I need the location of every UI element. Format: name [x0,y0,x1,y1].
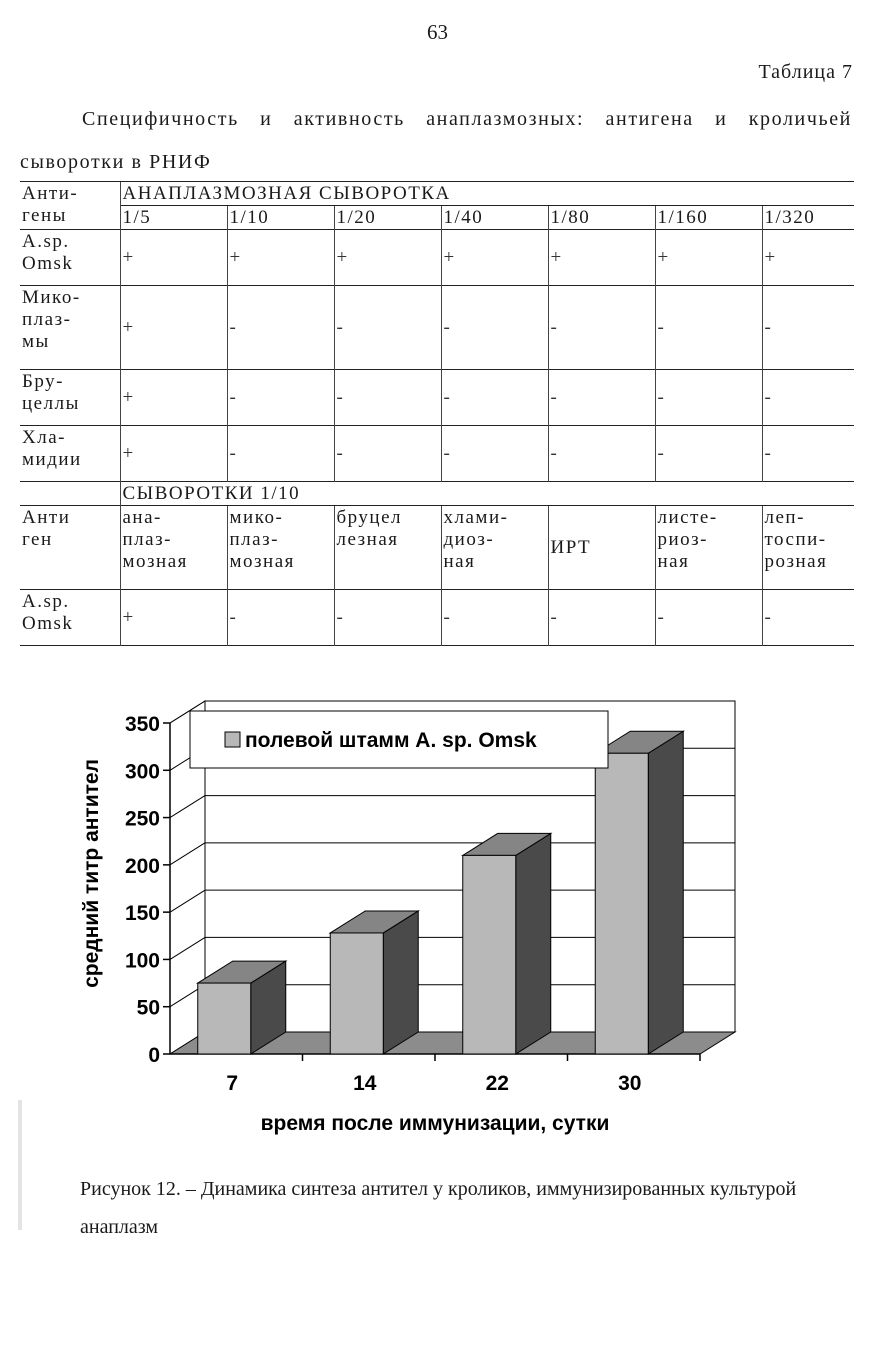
row-label [20,230,120,286]
serum-header-line: плаз- [229,529,279,550]
table-label: Таблица 7 [758,61,853,83]
result-cell: - [334,590,441,646]
bar [198,983,251,1054]
y-tick-label: 250 [124,807,160,831]
result-cell: - [762,370,854,426]
bar-side [516,833,551,1054]
row-label-line: мидии [22,449,82,470]
dilution-header: 1/5 [120,206,227,230]
row-label [20,370,120,426]
table-title: Специфичность и активность анаплазмозных: антигена и кроличьей сыворотки в РНИФ [20,108,852,173]
legend-label: полевой штамм A. sp. Omsk [245,729,537,752]
page-number: 63 [427,20,448,44]
y-tick-label: 150 [124,902,160,926]
y-tick-label: 350 [124,713,160,736]
result-cell: - [227,370,334,426]
serum-header [762,506,854,590]
row-label-line: Omsk [22,613,74,634]
x-tick-label: 30 [618,1072,642,1095]
result-cell: + [120,230,227,286]
result-cell: + [120,286,227,370]
result-cell: - [655,286,762,370]
result-cell: + [227,230,334,286]
result-cell: - [548,590,655,646]
result-cell: + [120,590,227,646]
result-cell: + [334,230,441,286]
result-cell: - [227,426,334,482]
y-tick-label: 200 [124,854,160,878]
dilution-row [20,206,854,230]
y-tick-label: 50 [136,996,160,1020]
result-cell: - [441,370,548,426]
row-label [20,590,120,646]
row-label-line: плаз- [22,309,72,330]
result-cell: + [762,230,854,286]
section-header-row [20,482,854,506]
y-tick-label: 100 [124,949,160,973]
serum-header-line: мозная [122,551,188,572]
table-row [20,230,854,286]
antigen-column-header [20,182,120,230]
serum-header [120,506,227,590]
antigen-header-line: ген [22,529,53,550]
serum-header [227,506,334,590]
bar-side [648,731,683,1054]
antigen-column-header [20,506,120,590]
serum-group-header: АНАПЛАЗМОЗНАЯ СЫВОРОТКА [120,182,854,206]
dilution-header: 1/160 [655,206,762,230]
serum-header [441,506,548,590]
result-cell: - [762,426,854,482]
serum-header-line: листе- [657,507,718,528]
table-row [20,590,854,646]
result-cell: - [227,286,334,370]
row-label-line: мы [22,331,50,352]
bar-side [383,911,418,1054]
result-cell: - [441,590,548,646]
dilution-header: 1/80 [548,206,655,230]
result-cell: + [655,230,762,286]
y-axis-title: средний титр антител [80,759,103,988]
result-cell: - [441,426,548,482]
bar [330,933,383,1054]
result-cell: + [548,230,655,286]
serum-header-line: ная [443,551,476,572]
result-cell: - [334,286,441,370]
dilution-header: 1/40 [441,206,548,230]
serum-header-line: ана- [122,507,162,528]
x-tick-label: 14 [353,1072,377,1095]
legend-swatch [225,732,240,747]
x-tick-label: 22 [485,1072,509,1095]
antigen-header-line: гены [22,205,67,226]
bar [463,855,516,1054]
antigen-header-line: Анти- [22,183,79,204]
result-cell: - [655,426,762,482]
row-label-line: Omsk [22,253,74,274]
serum-header [334,506,441,590]
serum-header-line: бруцел [336,507,402,528]
results-table [20,181,854,646]
serum-group-header: СЫВОРОТКИ 1/10 [120,482,854,506]
empty-cell [20,482,120,506]
result-cell: - [548,286,655,370]
x-tick-label: 7 [226,1072,239,1095]
serum-header-line: риоз- [657,529,709,550]
table-row [20,286,854,370]
antigen-header-line: Анти [22,507,71,528]
result-cell: - [548,370,655,426]
serum-header-line: лезная [336,529,399,550]
result-cell: - [227,590,334,646]
row-label-line: Бру- [22,371,64,392]
header-row [20,182,854,206]
serum-header [548,506,655,590]
scan-edge-shadow [18,1100,22,1230]
x-axis-title: время после иммунизации, сутки [260,1112,610,1135]
result-cell: - [548,426,655,482]
result-cell: - [762,590,854,646]
serum-header-line: леп- [764,507,805,528]
bar [595,753,648,1054]
serum-header [655,506,762,590]
dilution-header: 1/10 [227,206,334,230]
result-cell: + [441,230,548,286]
serum-header-line: мико- [229,507,284,528]
dilution-header: 1/320 [762,206,854,230]
table-row [20,370,854,426]
sera-row [20,506,854,590]
row-label-line: целлы [22,393,80,414]
row-label-line: Хла- [22,427,66,448]
serum-header-line: ИРТ [550,537,592,558]
result-cell: - [655,370,762,426]
row-label [20,286,120,370]
result-cell: - [762,286,854,370]
serum-header-line: хлами- [443,507,509,528]
serum-header-line: мозная [229,551,295,572]
dilution-header: 1/20 [334,206,441,230]
row-label-line: Мико- [22,287,81,308]
row-label-line: A.sp. [22,591,70,612]
serum-header-line: плаз- [122,529,172,550]
result-cell: - [334,426,441,482]
y-tick-label: 300 [124,760,160,784]
row-label-line: A.sp. [22,231,70,252]
serum-header-line: диоз- [443,529,495,550]
serum-header-line: тоспи- [764,529,827,550]
result-cell: - [334,370,441,426]
row-label [20,426,120,482]
serum-header-line: ная [657,551,690,572]
result-cell: + [120,370,227,426]
result-cell: - [441,286,548,370]
result-cell: + [120,426,227,482]
result-cell: - [655,590,762,646]
antibody-titer-chart [70,690,770,1140]
y-tick-label: 0 [148,1044,160,1067]
table-row [20,426,854,482]
figure-caption: Рисунок 12. – Динамика синтеза антител у кроликов, иммунизированных культурой анаплазм [80,1178,797,1238]
serum-header-line: розная [764,551,828,572]
